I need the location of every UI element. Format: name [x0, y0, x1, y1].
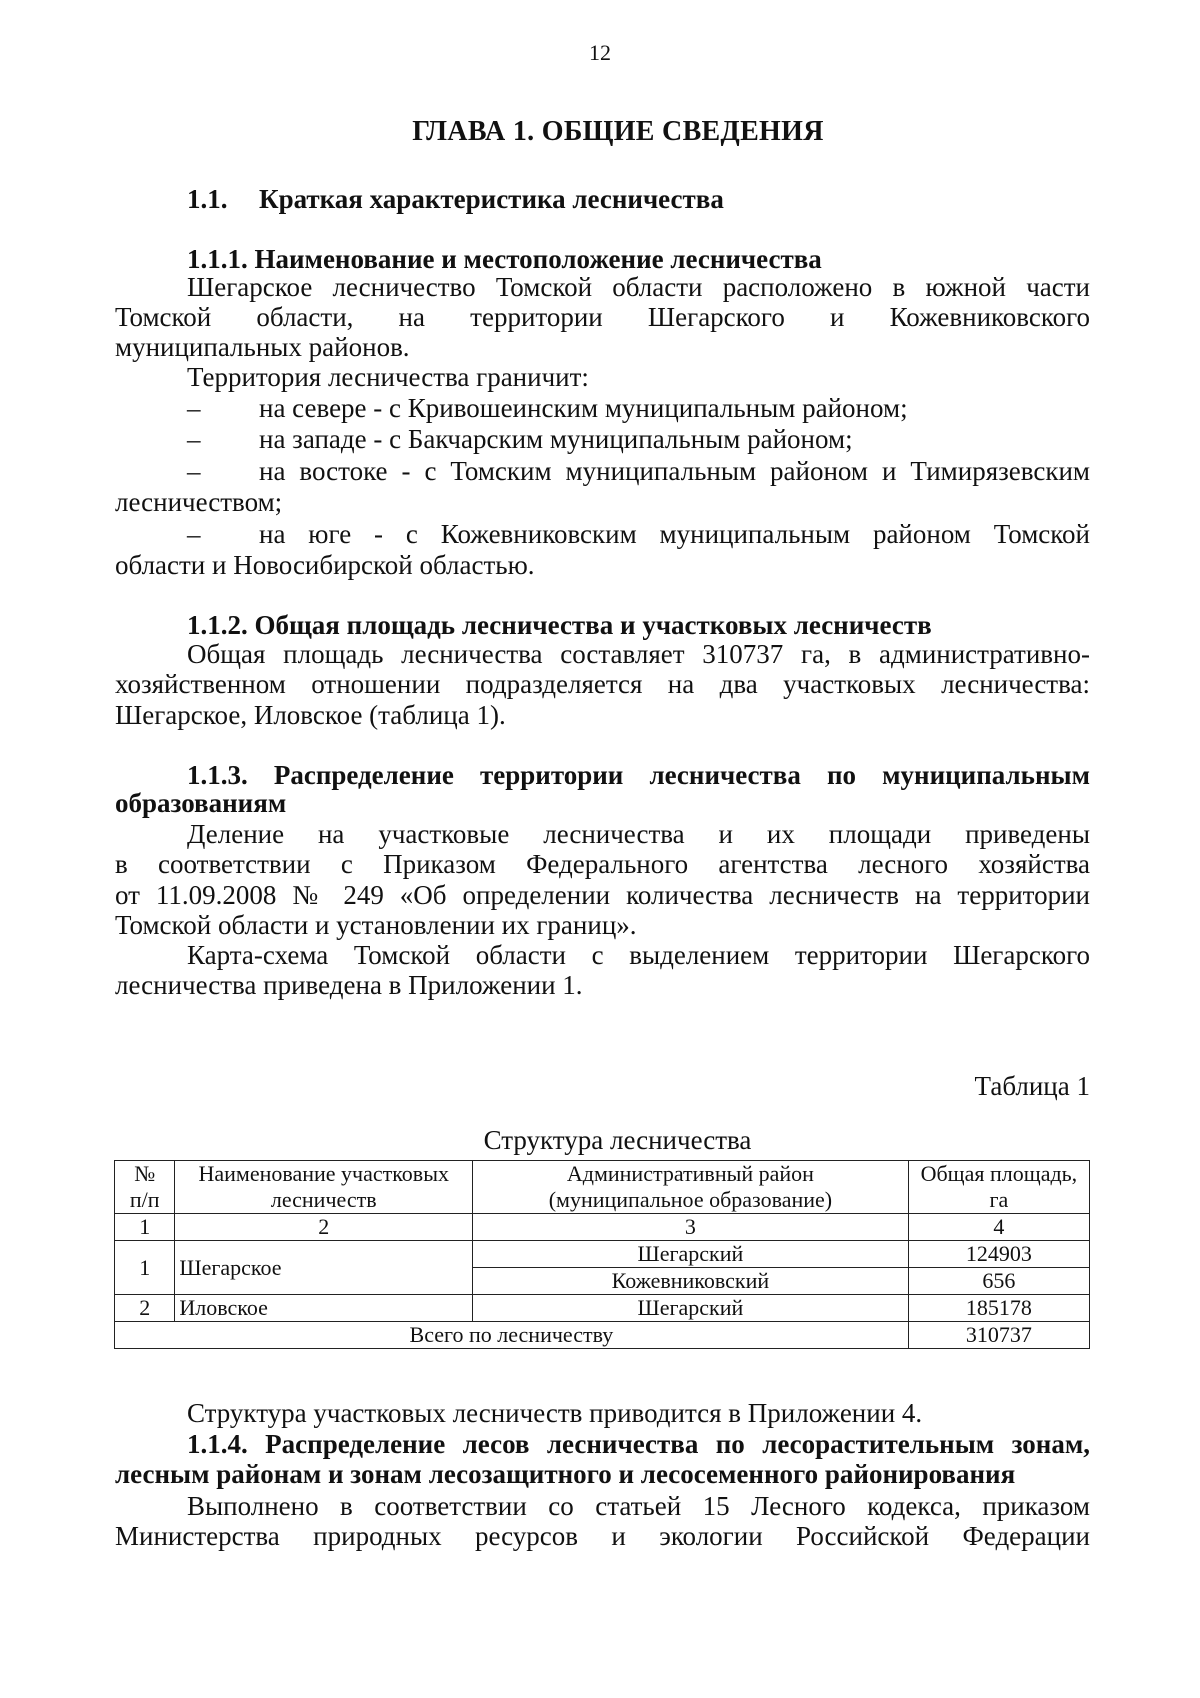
- paragraph-line: Томской области, на территории Шегарского и Кожевниковского: [115, 302, 1090, 332]
- section-1-1-3-heading-cont: образованиям: [115, 788, 287, 818]
- bullet-dash: –: [187, 456, 201, 486]
- border-south-line2: области и Новосибирской областью.: [115, 550, 535, 580]
- section-1-1-3-heading: 1.1.3. Распределение территории лесничества по муниципальным: [187, 760, 1090, 790]
- header-area: Общая площадь, га: [908, 1161, 1089, 1214]
- structure-table: [114, 1160, 1090, 1349]
- section-1-1-4-heading: 1.1.4. Распределение лесов лесничества по лесорастительным зонам,: [187, 1429, 1090, 1459]
- paragraph-line: Шегарское лесничество Томской области расположено в южной части: [187, 272, 1090, 302]
- section-title: Краткая характеристика лесничества: [259, 184, 724, 214]
- paragraph-line: Деление на участковые лесничества и их площади приведены: [187, 819, 1090, 849]
- table-cell: 2: [115, 1295, 175, 1322]
- paragraph-line: Выполнено в соответствии со статьей 15 Лесного кодекса, приказом: [187, 1491, 1090, 1521]
- paragraph-line: муниципальных районов.: [115, 332, 410, 362]
- total-value: 310737: [908, 1322, 1089, 1349]
- table-cell: 185178: [908, 1295, 1089, 1322]
- bullet-dash: –: [187, 519, 201, 549]
- table-colnum-row: [115, 1214, 1090, 1241]
- paragraph-line: Карта-схема Томской области с выделением территории Шегарского: [187, 940, 1090, 970]
- paragraph-line: Томской области и установлении их границ».: [115, 910, 637, 940]
- section-number: 1.1.: [187, 184, 228, 214]
- table-cell: Иловское: [175, 1295, 473, 1322]
- table-cell: 2: [175, 1214, 473, 1241]
- border-south-line1: на юге - с Кожевниковским муниципальным районом Томской: [259, 519, 1090, 549]
- border-north: на севере - с Кривошеинским муниципальным районом;: [259, 393, 908, 423]
- paragraph-line: хозяйственном отношении подразделяется на два участковых лесничества:: [115, 669, 1090, 699]
- table-cell: 1: [115, 1214, 175, 1241]
- table-cell: Кожевниковский: [473, 1268, 909, 1295]
- header-num: № п/п: [115, 1161, 175, 1214]
- header-district: Административный район (муниципальное образование): [473, 1161, 909, 1214]
- table-cell: 656: [908, 1268, 1089, 1295]
- table-label: Таблица 1: [974, 1071, 1090, 1101]
- table-cell: 3: [473, 1214, 909, 1241]
- paragraph-line: Шегарское, Иловское (таблица 1).: [115, 700, 506, 730]
- paragraph-line: Министерства природных ресурсов и экологии Российской Федерации: [115, 1521, 1090, 1551]
- section-1-1-4-heading-cont: лесным районам и зонам лесозащитного и лесосеменного районирования: [115, 1459, 1016, 1489]
- border-east-line2: лесничеством;: [115, 487, 283, 517]
- section-1-1-heading: [187, 184, 724, 215]
- border-west: на западе - с Бакчарским муниципальным районом;: [259, 424, 853, 454]
- paragraph-line: лесничества приведена в Приложении 1.: [115, 970, 583, 1000]
- borders-intro: Территория лесничества граничит:: [187, 362, 589, 392]
- paragraph-line: Структура участковых лесничеств приводится в Приложении 4.: [187, 1398, 923, 1428]
- total-label: Всего по лесничеству: [115, 1322, 909, 1349]
- table-cell: 124903: [908, 1241, 1089, 1268]
- table-cell: 4: [908, 1214, 1089, 1241]
- table-title: Структура лесничества: [483, 1125, 752, 1155]
- table-header-row: [115, 1161, 1090, 1214]
- table-cell: 1: [115, 1241, 175, 1295]
- table-total-row: [115, 1322, 1090, 1349]
- table-row: [115, 1241, 1090, 1268]
- bullet-dash: –: [187, 424, 201, 454]
- header-name: Наименование участковых лесничеств: [175, 1161, 473, 1214]
- table-row: [115, 1295, 1090, 1322]
- paragraph-line: Общая площадь лесничества составляет 310737 га, в административно-: [187, 639, 1090, 669]
- section-1-1-2-heading: 1.1.2. Общая площадь лесничества и участковых лесничеств: [187, 610, 932, 640]
- paragraph-line: от 11.09.2008 № 249 «Об определении количества лесничеств на территории: [115, 880, 1090, 910]
- page-number: 12: [589, 40, 611, 65]
- chapter-title: ГЛАВА 1. ОБЩИЕ СВЕДЕНИЯ: [412, 116, 824, 147]
- border-east-line1: на востоке - с Томским муниципальным районом и Тимирязевским: [259, 456, 1090, 486]
- table-cell: Шегарское: [175, 1241, 473, 1295]
- table-cell: Шегарский: [473, 1295, 909, 1322]
- paragraph-line: в соответствии с Приказом Федерального агентства лесного хозяйства: [115, 849, 1090, 879]
- table-cell: Шегарский: [473, 1241, 909, 1268]
- bullet-dash: –: [187, 393, 201, 423]
- section-1-1-1-heading: 1.1.1. Наименование и местоположение лесничества: [187, 244, 822, 274]
